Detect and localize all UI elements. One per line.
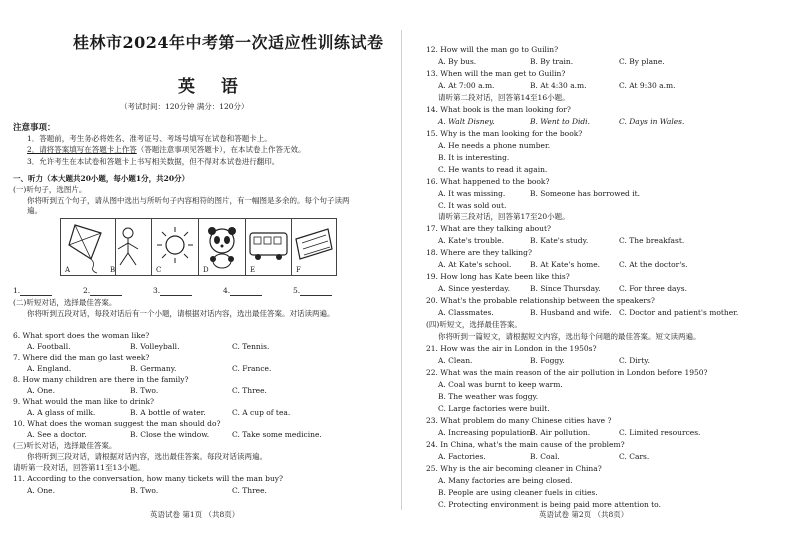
q23-option-a[interactable]: A. Increasing population. <box>438 428 534 437</box>
q7-option-c[interactable]: C. France. <box>232 364 272 373</box>
part-3-note: 请听第一段对话，回答第11至13小题。 <box>13 463 145 472</box>
q8-option-c[interactable]: C. Three. <box>232 386 267 395</box>
q13-option-a[interactable]: A. At 7:00 a.m. <box>438 81 495 90</box>
question-6: 6. What sport does the woman like? <box>13 331 150 340</box>
answer-blank-3[interactable] <box>153 286 192 296</box>
section-1-title: 一、听力（本大题共20小题，每小题1分，共20分） <box>13 174 190 183</box>
q6-option-b[interactable]: B. Volleyball. <box>130 342 180 351</box>
q10-option-b[interactable]: B. Close the window. <box>130 430 210 439</box>
q11-option-c[interactable]: C. Three. <box>232 486 267 495</box>
q20-option-a[interactable]: A. Classmates. <box>438 308 494 317</box>
q17-option-b[interactable]: B. Kate's study. <box>530 236 589 245</box>
notice-2 <box>27 144 306 155</box>
note-dialogue-3: 请听第三段对话，回答第17至20小题。 <box>438 212 570 221</box>
q18-option-a[interactable]: A. At Kate's school. <box>438 260 512 269</box>
answer-blank-2-label: 2. <box>83 286 91 295</box>
q22-option-b[interactable]: B. The weather was foggy. <box>438 392 539 401</box>
notice-1: 1．答题前，考生务必将姓名、准考证号、考场号填写在试卷和答题卡上。 <box>27 134 272 143</box>
picture-label-d: D <box>203 266 209 274</box>
q22-option-a[interactable]: A. Coal was burnt to keep warm. <box>438 380 563 389</box>
q7-option-a[interactable]: A. England. <box>27 364 72 373</box>
notice-3: 3．允许考生在本试卷和答题卡上书写相关数据，但不得对本试卷进行翻印。 <box>27 157 280 166</box>
q15-option-c[interactable]: C. He wants to read it again. <box>438 165 548 174</box>
q12-option-b[interactable]: B. By train. <box>530 57 574 66</box>
question-20: 20. What's the probable relationship between the speakers? <box>426 296 655 305</box>
q12-option-c[interactable]: C. By plane. <box>619 57 665 66</box>
q8-option-a[interactable]: A. One. <box>27 386 55 395</box>
question-19: 19. How long has Kate been like this? <box>426 272 570 281</box>
q6-option-a[interactable]: A. Football. <box>27 342 71 351</box>
question-15: 15. Why is the man looking for the book? <box>426 129 583 138</box>
q6-option-c[interactable]: C. Tennis. <box>232 342 270 351</box>
question-9: 9. What would the man like to drink? <box>13 397 155 406</box>
notice-title: 注意事项： <box>13 123 56 133</box>
q13-option-b[interactable]: B. At 4:30 a.m. <box>530 81 587 90</box>
picture-c <box>152 219 199 275</box>
q9-option-b[interactable]: B. A bottle of water. <box>130 408 206 417</box>
question-25: 25. Why is the air becoming cleaner in China? <box>426 464 602 473</box>
q14-option-c[interactable]: C. Days in Wales. <box>619 117 685 126</box>
picture-label-c: C <box>156 266 162 274</box>
q16-option-b[interactable]: B. Someone has borrowed it. <box>530 189 641 198</box>
answer-blank-5[interactable] <box>293 286 332 296</box>
page-2 <box>404 0 794 549</box>
q15-option-a[interactable]: A. He needs a phone number. <box>438 141 551 150</box>
q19-option-b[interactable]: B. Since Thursday. <box>530 284 601 293</box>
q9-option-c[interactable]: C. A cup of tea. <box>232 408 291 417</box>
picture-strip <box>60 218 337 276</box>
answer-blank-1-label: 1. <box>13 286 21 295</box>
q19-option-a[interactable]: A. Since yesterday. <box>438 284 511 293</box>
subject-title: 英 语 <box>178 77 248 97</box>
q11-option-a[interactable]: A. One. <box>27 486 55 495</box>
part-3-desc: 你将听到三段对话，请根据对话内容，选出最佳答案。每段对话读两遍。 <box>27 452 267 461</box>
answer-blank-5-label: 5. <box>293 286 301 295</box>
q20-option-b[interactable]: B. Husband and wife. <box>530 308 612 317</box>
part-1-title: (一)听句子，选图片。 <box>13 185 87 194</box>
q13-option-c[interactable]: C. At 9:30 a.m. <box>619 81 676 90</box>
question-14: 14. What book is the man looking for? <box>426 105 571 114</box>
answer-blank-1[interactable] <box>13 286 52 296</box>
q24-option-a[interactable]: A. Factories. <box>438 452 486 461</box>
q9-option-a[interactable]: A. A glass of milk. <box>27 408 96 417</box>
question-7: 7. Where did the man go last week? <box>13 353 150 362</box>
picture-label-a: A <box>65 266 71 274</box>
question-8: 8. How many children are there in the family? <box>13 375 189 384</box>
picture-d <box>199 219 246 275</box>
page-1-footer: 英语试卷 第1页 （共8页） <box>150 510 240 519</box>
question-16: 16. What happened to the book? <box>426 177 550 186</box>
q10-option-c[interactable]: C. Take some medicine. <box>232 430 322 439</box>
q23-option-c[interactable]: C. Limited resources. <box>619 428 701 437</box>
page-2-footer: 英语试卷 第2页 （共8页） <box>539 510 629 519</box>
part-4-title: (四)听短文，选择最佳答案。 <box>426 320 522 329</box>
q19-option-c[interactable]: C. For three days. <box>619 284 687 293</box>
q10-option-a[interactable]: A. See a doctor. <box>27 430 87 439</box>
q16-option-c[interactable]: C. It was sold out. <box>438 201 507 210</box>
answer-blank-2[interactable] <box>83 286 122 296</box>
question-17: 17. What are they talking about? <box>426 224 551 233</box>
q25-option-c[interactable]: C. Protecting environment is being paid more attention to. <box>438 500 661 509</box>
part-4-desc: 你将听到一篇短文，请根据短文内容，选出每个问题的最佳答案。短文读两遍。 <box>438 332 701 341</box>
answer-blank-3-label: 3. <box>153 286 161 295</box>
q16-option-a[interactable]: A. It was missing. <box>438 189 506 198</box>
picture-e <box>246 219 292 275</box>
question-18: 18. Where are they talking? <box>426 248 532 257</box>
q24-option-c[interactable]: C. Cars. <box>619 452 650 461</box>
q24-option-b[interactable]: B. Coal. <box>530 452 560 461</box>
question-12: 12. How will the man go to Guilin? <box>426 45 559 54</box>
part-2-desc: 你将听到五段对话，每段对话后有一个小题，请根据对话内容，选出最佳答案。对话读两遍。 <box>27 309 335 318</box>
q25-option-b[interactable]: B. People are using cleaner fuels in cities. <box>438 488 598 497</box>
answer-blank-4-label: 4. <box>223 286 231 295</box>
q7-option-b[interactable]: B. Germany. <box>130 364 177 373</box>
picture-label-b: B <box>110 266 116 274</box>
question-23: 23. What problem do many Chinese cities have ? <box>426 416 612 425</box>
page-divider <box>401 30 402 510</box>
q18-option-c[interactable]: C. At the doctor's. <box>619 260 688 269</box>
picture-f <box>292 219 336 275</box>
picture-b <box>106 219 152 275</box>
q17-option-a[interactable]: A. Kate's trouble. <box>438 236 504 245</box>
q8-option-b[interactable]: B. Two. <box>130 386 159 395</box>
q11-option-b[interactable]: B. Two. <box>130 486 159 495</box>
question-10: 10. What does the woman suggest the man should do? <box>13 419 221 428</box>
exam-info: （考试时间：120分钟 满分：120分） <box>120 102 249 111</box>
q21-option-c[interactable]: C. Dirty. <box>619 356 650 365</box>
question-24: 24. In China, what's the main cause of the problem? <box>426 440 625 449</box>
notice-2-underlined: 2．请将答案填写在答题卡上作答 <box>27 145 137 154</box>
answer-blank-4[interactable] <box>223 286 262 296</box>
q25-option-a[interactable]: A. Many factories are being closed. <box>438 476 573 485</box>
question-11: 11. According to the conversation, how many tickets will the man buy? <box>13 474 284 483</box>
q12-option-a[interactable]: A. By bus. <box>438 57 477 66</box>
note-dialogue-2: 请听第二段对话，回答第14至16小题。 <box>438 93 570 102</box>
q23-option-b[interactable]: B. Air pollution. <box>530 428 591 437</box>
part-1-desc: 你将听到五个句子，请从图中选出与所听句子内容相符的图片，有一幅图是多余的。每个句子读两遍。 <box>27 196 350 215</box>
q17-option-c[interactable]: C. The breakfast. <box>619 236 685 245</box>
q15-option-b[interactable]: B. It is interesting. <box>438 153 510 162</box>
q21-option-b[interactable]: B. Foggy. <box>530 356 565 365</box>
question-22: 22. What was the main reason of the air pollution in London before 1950? <box>426 368 708 377</box>
picture-label-e: E <box>250 266 256 274</box>
q22-option-c[interactable]: C. Large factories were built. <box>438 404 550 413</box>
question-13: 13. When will the man get to Guilin? <box>426 69 566 78</box>
part-2-title: (二)听短对话，选择最佳答案。 <box>13 298 117 307</box>
q18-option-b[interactable]: B. At Kate's home. <box>530 260 601 269</box>
notice-2-rest: （答题注意事项见答题卡），在本试卷上作答无效。 <box>136 145 306 154</box>
q20-option-c[interactable]: C. Doctor and patient's mother. <box>619 308 739 317</box>
picture-label-f: F <box>296 266 301 274</box>
exam-title: 桂林市2024年中考第一次适应性训练试卷 <box>73 33 384 52</box>
question-21: 21. How was the air in London in the 1950s? <box>426 344 597 353</box>
q14-option-a[interactable]: A. Walt Disney. <box>438 117 495 126</box>
q21-option-a[interactable]: A. Clean. <box>438 356 473 365</box>
part-3-title: (三)听长对话，选择最佳答案。 <box>13 441 117 450</box>
q14-option-b[interactable]: B. Went to Didi. <box>530 117 590 126</box>
